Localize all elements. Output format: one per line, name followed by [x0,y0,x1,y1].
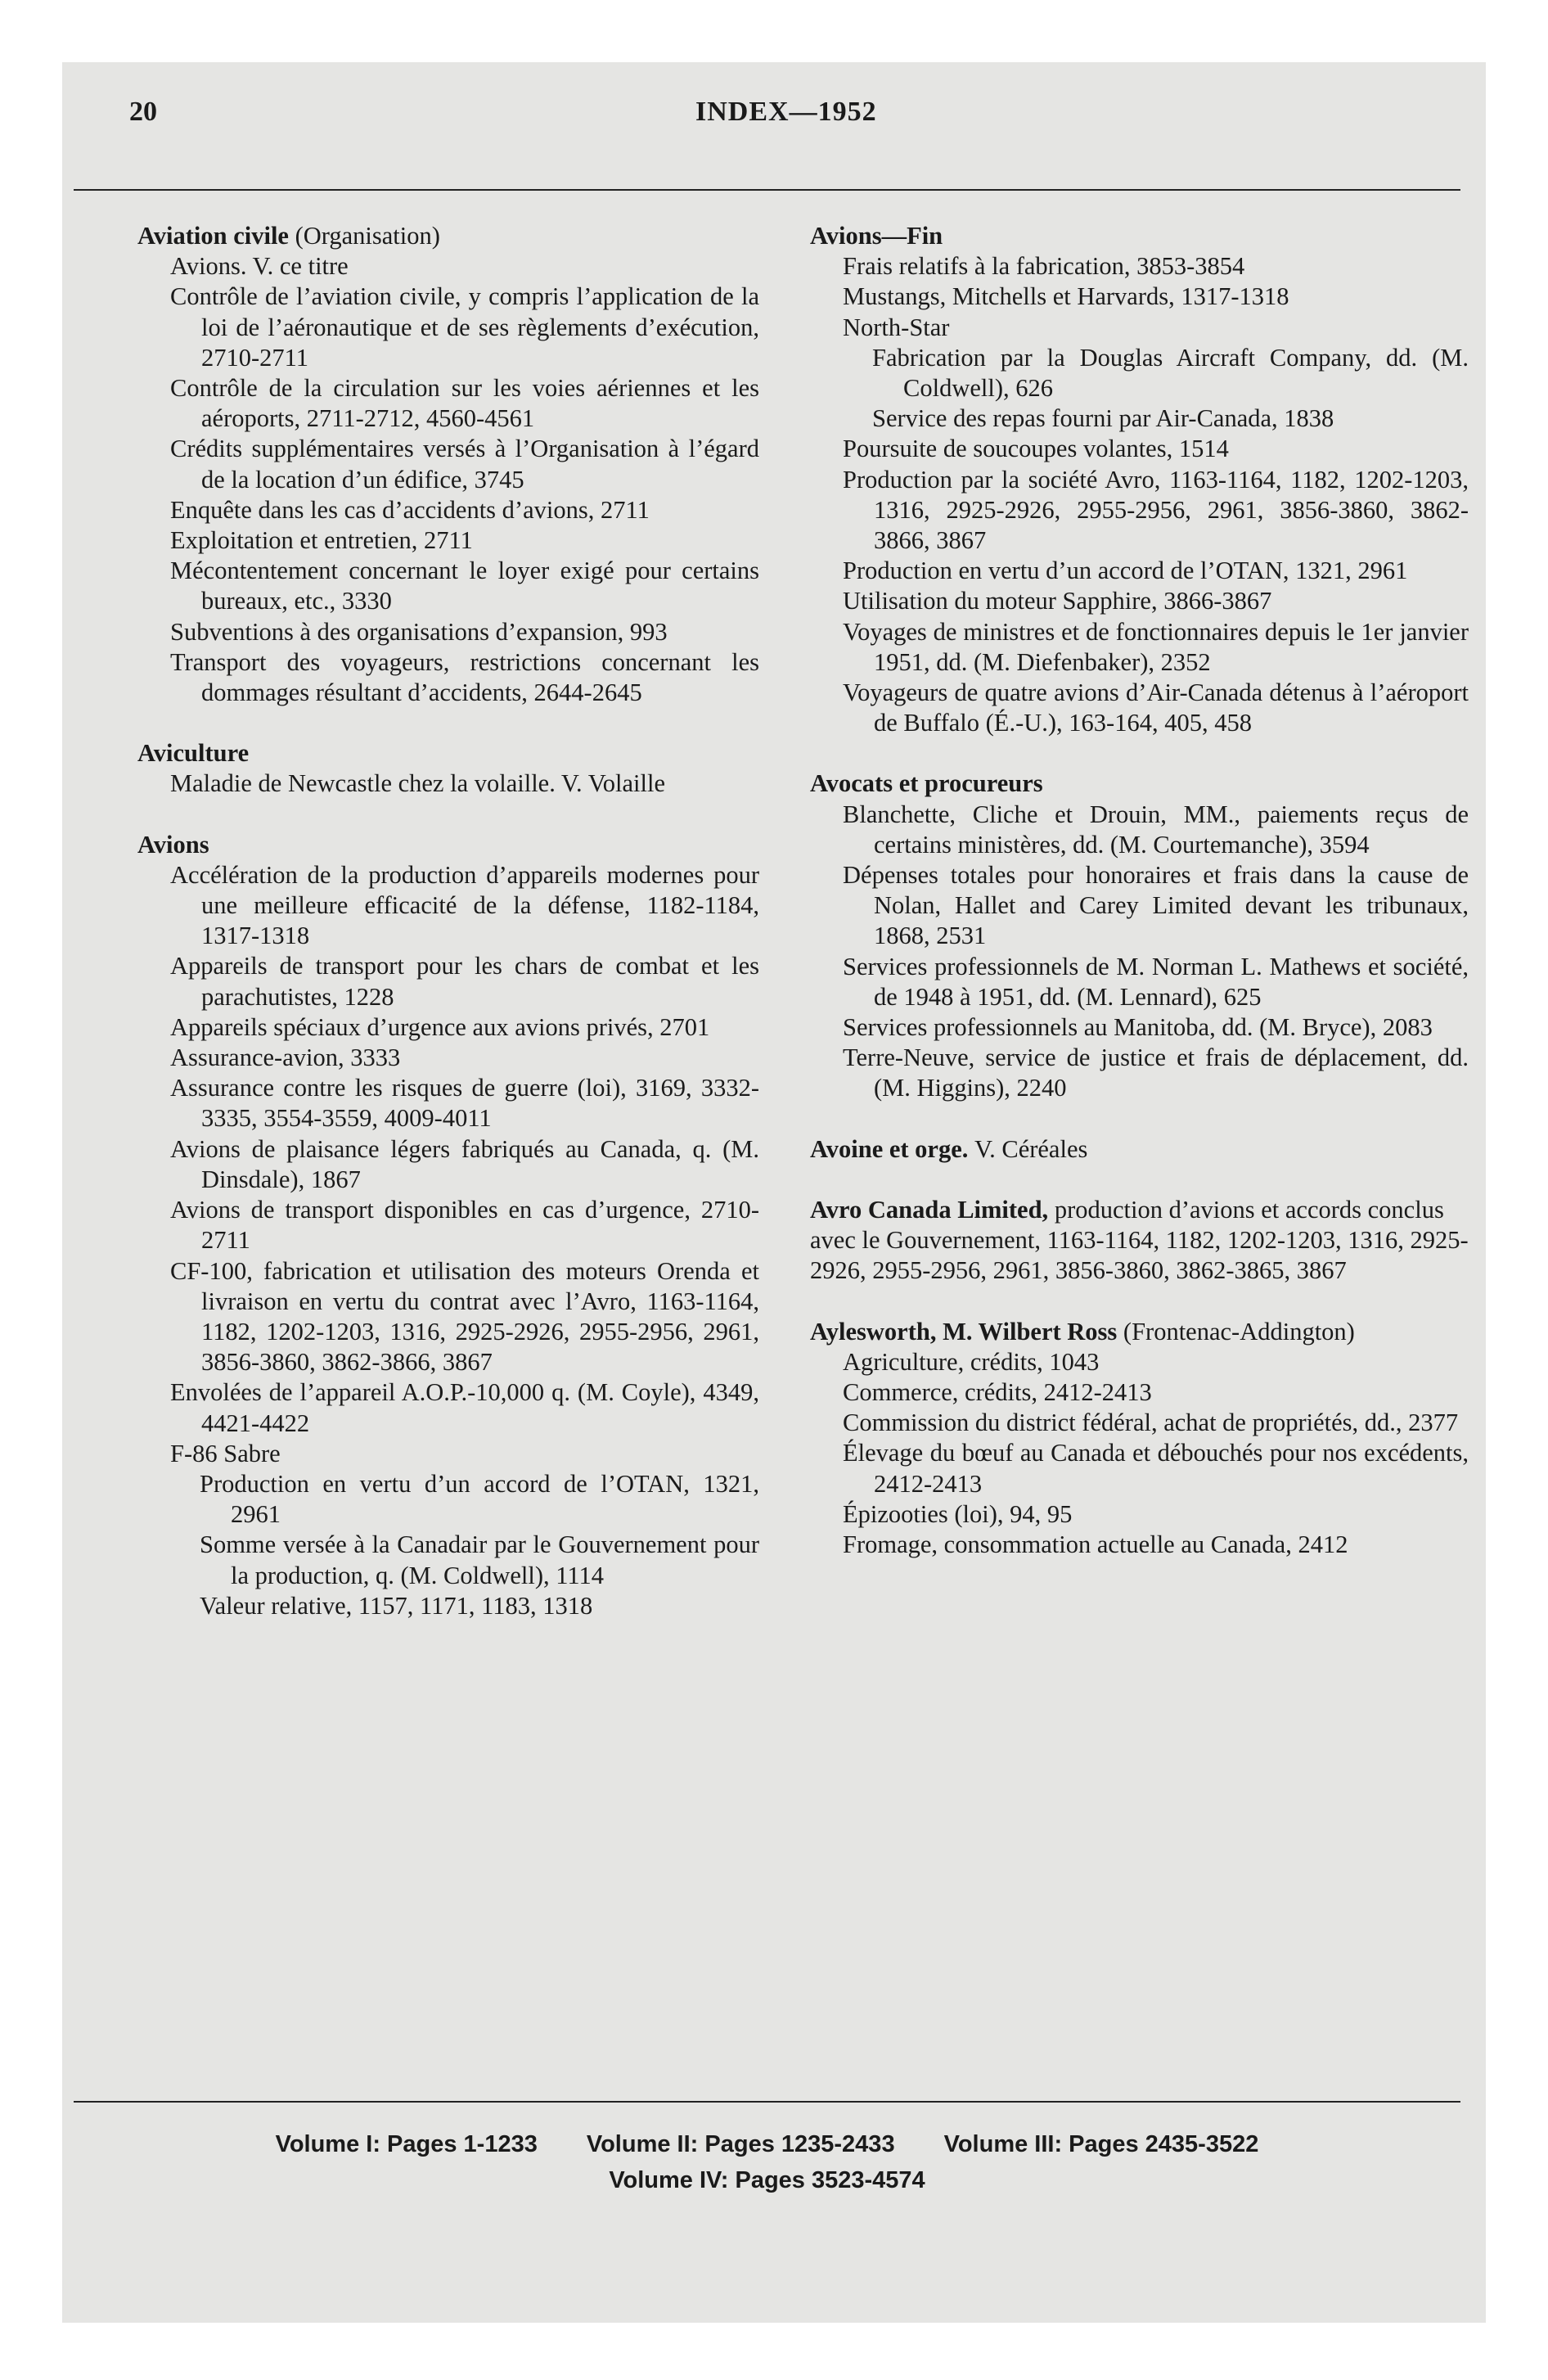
index-subentry: Services professionnels de M. Norman L. Mathews et société, de 1948 à 1951, dd. (M. Lennard), 625 [843,952,1469,1011]
volume-2-range: Volume II: Pages 1235-2433 [586,2131,895,2157]
index-subentry: Utilisation du moteur Sapphire, 3866-3867 [843,587,1272,615]
index-subentry: Blanchette, Cliche et Drouin, MM., paiements reçus de certains ministères, dd. (M. Courtemanche), 3594 [843,800,1469,859]
index-subsubentry: Valeur relative, 1157, 1171, 1183, 1318 [200,1591,593,1620]
index-subentry: Mécontentement concernant le loyer exigé pour certains bureaux, etc., 3330 [170,557,759,615]
index-subentry: Avions de transport disponibles en cas d’urgence, 2710-2711 [170,1196,759,1255]
index-subentry: CF-100, fabrication et utilisation des moteurs Orenda et livraison en vertu du contrat avec l’Avro, 1163-1164, 1182, 1202-1203, 1316, 2925-2926, 2955-2956, 2961, 3856-3860, 3862-3866, 3867 [170,1256,759,1377]
index-subentry: Contrôle de la circulation sur les voies aériennes et les aéroports, 2711-2712, 4560-4561 [170,374,759,433]
index-subentry: Crédits supplémentaires versés à l’Organisation à l’égard de la location d’un édifice, 3745 [170,435,759,494]
index-subentry: Avions. V. ce titre [170,252,349,281]
footer-rule [74,2101,1460,2103]
heading-text: Aviation civile [137,222,289,250]
heading-text: Avoine et orge. [810,1134,969,1163]
index-column-right [810,221,1469,1560]
volume-1-range: Volume I: Pages 1-1233 [275,2131,538,2157]
volume-footer-line-2 [74,2167,1460,2194]
heading-text: Avocats et procureurs [810,769,1043,798]
index-heading [810,1134,1469,1165]
page-title: INDEX—1952 [695,97,877,127]
heading-text: Aviculture [137,739,250,768]
header-rule [74,189,1460,191]
entry-gap [810,738,1469,769]
index-subentry: Dépenses totales pour honoraires et frais dans la cause de Nolan, Hallet and Carey Limited devant les tribunaux, 1868, 2531 [843,861,1469,950]
index-heading [137,738,759,769]
index-subentry: Maladie de Newcastle chez la volaille. V. Volaille [170,769,666,798]
index-column-left [137,221,759,1621]
heading-text: Aylesworth, M. Wilbert Ross [810,1317,1118,1346]
entry-gap [810,1287,1469,1317]
index-heading [810,1195,1469,1287]
heading-note: (Organisation) [295,222,440,250]
entry-gap [137,800,759,830]
index-heading [810,1317,1469,1347]
entry-gap [137,708,759,738]
index-subentry: Production par la société Avro, 1163-1164, 1182, 1202-1203, 1316, 2925-2926, 2955-2956, 2961, 3856-3860, 3862-3866, 3867 [843,465,1469,555]
index-heading [810,769,1469,799]
index-subentry: Services professionnels au Manitoba, dd. (M. Bryce), 2083 [843,1013,1433,1042]
index-heading [137,221,759,251]
heading-note: production d’avions et accords conclus avec le Gouvernement, 1163-1164, 1182, 1202-1203, 1316, 2925-2926, 2955-2956, 2961, 3856-3860, 3862-3865, 3867 [810,1195,1469,1285]
index-heading [810,221,1469,251]
index-subentry: Envolées de l’appareil A.O.P.-10,000 q. (M. Coyle), 4349, 4421-4422 [170,1378,759,1437]
index-subentry: Élevage du bœuf au Canada et débouchés pour nos excédents, 2412-2413 [843,1439,1469,1498]
index-subentry: Fromage, consommation actuelle au Canada, 2412 [843,1530,1348,1558]
index-subentry: F-86 Sabre [170,1439,281,1467]
volume-4-range: Volume IV: Pages 3523-4574 [609,2167,925,2193]
index-subentry: Avions de plaisance légers fabriqués au Canada, q. (M. Dinsdale), 1867 [170,1134,759,1193]
index-subentry: Accélération de la production d’appareils modernes pour une meilleure efficacité de la défense, 1182-1184, 1317-1318 [170,860,759,950]
index-subentry: Poursuite de soucoupes volantes, 1514 [843,435,1229,463]
entry-gap [810,1165,1469,1195]
index-subentry: Appareils de transport pour les chars de combat et les parachutistes, 1228 [170,952,759,1011]
volume-footer [74,2131,1460,2158]
index-subsubentry: Fabrication par la Douglas Aircraft Company, dd. (M. Coldwell), 626 [872,343,1469,403]
index-subentry: Assurance contre les risques de guerre (loi), 3169, 3332-3335, 3554-3559, 4009-4011 [170,1074,759,1133]
index-subsubentry: Production en vertu d’un accord de l’OTAN, 1321, 2961 [200,1469,759,1529]
index-heading [137,830,759,860]
index-subentry: Subventions à des organisations d’expansion, 993 [170,617,668,646]
index-subentry: North-Star [843,313,950,341]
index-subentry: Assurance-avion, 3333 [170,1044,401,1072]
index-subentry: Agriculture, crédits, 1043 [843,1347,1100,1376]
page-number: 20 [129,97,157,127]
index-subentry: Exploitation et entretien, 2711 [170,526,473,555]
heading-text: Avro Canada Limited, [810,1195,1049,1224]
heading-text: Avions [137,830,209,859]
entry-gap [810,1104,1469,1134]
index-subsubentry: Service des repas fourni par Air-Canada, 1838 [872,404,1334,433]
index-subentry: Frais relatifs à la fabrication, 3853-3854 [843,252,1245,281]
index-subsubentry: Somme versée à la Canadair par le Gouvernement pour la production, q. (M. Coldwell), 1114 [200,1530,759,1589]
index-subentry: Voyages de ministres et de fonctionnaires depuis le 1er janvier 1951, dd. (M. Diefenbaker), 2352 [843,617,1469,676]
index-subentry: Mustangs, Mitchells et Harvards, 1317-1318 [843,282,1289,311]
page-header [74,87,1460,139]
index-subentry: Contrôle de l’aviation civile, y compris l’application de la loi de l’aéronautique et de ses règlements d’exécution, 2710-2711 [170,282,759,372]
heading-note: V. Céréales [974,1134,1088,1163]
index-subentry: Épizooties (loi), 94, 95 [843,1499,1073,1528]
index-subentry: Terre-Neuve, service de justice et frais de déplacement, dd. (M. Higgins), 2240 [843,1044,1469,1102]
index-subentry: Appareils spéciaux d’urgence aux avions privés, 2701 [170,1012,710,1041]
volume-3-range: Volume III: Pages 2435-3522 [943,2131,1259,2157]
index-subentry: Production en vertu d’un accord de l’OTAN, 1321, 2961 [843,557,1408,585]
index-subentry: Commerce, crédits, 2412-2413 [843,1377,1152,1406]
heading-text: Avions—Fin [810,222,943,250]
index-subentry: Commission du district fédéral, achat de propriétés, dd., 2377 [843,1409,1459,1437]
index-subentry: Voyageurs de quatre avions d’Air-Canada détenus à l’aéroport de Buffalo (É.-U.), 163-164, 405, 458 [843,678,1469,737]
index-subentry: Transport des voyageurs, restrictions concernant les dommages résultant d’accidents, 2644-2645 [170,647,759,707]
index-subentry: Enquête dans les cas d’accidents d’avions, 2711 [170,495,650,524]
heading-note: (Frontenac-Addington) [1123,1317,1355,1346]
